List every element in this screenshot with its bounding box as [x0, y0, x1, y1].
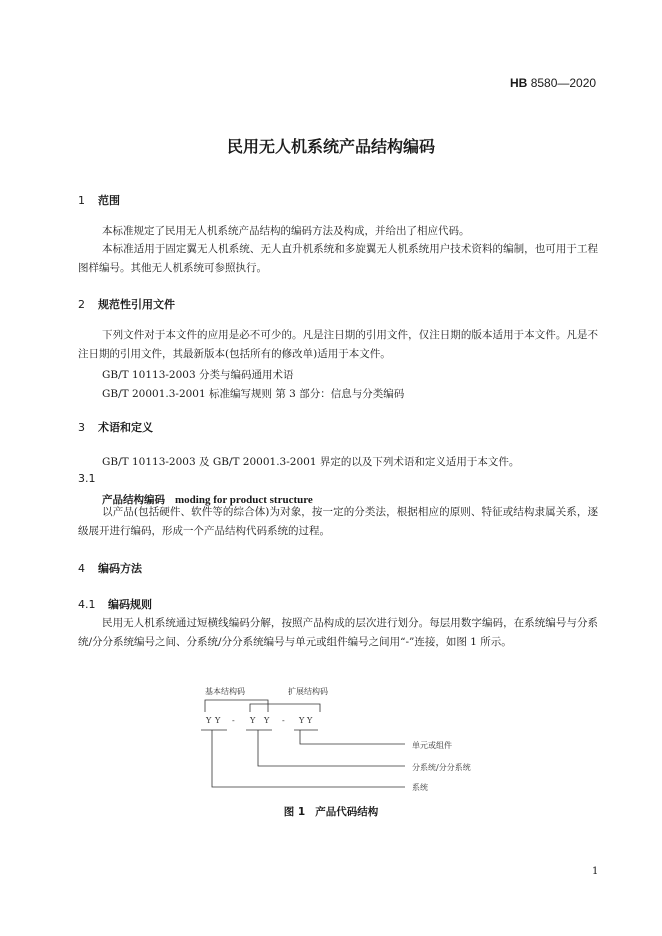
section-1-paragraph-2-text: 本标准适用于固定翼无人机系统、无人直升机系统和多旋翼无人机系统用户技术资料的编制，也可用于工程图样编号。其他无人机系统可参照执行。 [78, 243, 598, 274]
section-2-number: 2 [78, 298, 85, 311]
section-1-number: 1 [78, 194, 85, 207]
code-char-5: Y [299, 716, 305, 725]
unit-leader-line [300, 730, 405, 744]
reference-1: GB/T 10113-2003 分类与编码通用术语 [102, 369, 294, 381]
figure-caption-text: 产品代码结构 [315, 806, 379, 818]
code-char-6: Y [307, 716, 313, 725]
reference-2: GB/T 20001.3-2001 标准编写规则 第 3 部分：信息与分类编码 [102, 388, 405, 400]
term-definition-text: 以产品(包括硬件、软件等的综合体)为对象，按一定的分类法，根据相应的原则、特征或结构隶属关系，逐级展开进行编码，形成一个产品结构代码系统的过程。 [78, 506, 598, 537]
section-4-number: 4 [78, 562, 85, 575]
section-4-paragraph-1 [78, 614, 598, 651]
page-number: 1 [592, 866, 599, 877]
term-english: moding for product structure [175, 494, 313, 506]
section-2-paragraph-1 [78, 326, 598, 363]
section-1-paragraph-2 [78, 240, 598, 277]
section-1-heading [78, 192, 120, 208]
label-basic-structure-code: 基本结构码 [205, 687, 245, 696]
label-subsystem: 分系统/分分系统 [412, 763, 471, 772]
basic-code-bracket [205, 700, 268, 712]
section-3-paragraph-1: GB/T 10113-2003 及 GB/T 20001.3-2001 界定的以及下列术语和定义适用于本文件。 [102, 456, 520, 468]
subsection-4-1-heading [78, 596, 152, 612]
figure-caption [0, 804, 662, 819]
code-char-4: Y [264, 716, 270, 725]
label-unit-or-component: 单元或组件 [412, 741, 452, 750]
product-code-structure-diagram [0, 680, 662, 800]
section-4-paragraph-1-text: 民用无人机系统通过短横线编码分解，按照产品构成的层次进行划分。每层用数字编码，在系统编号与分系统/分分系统编号之间、分系统/分分系统编号与单元或组件编号之间用“-”连接，如图 1 所示。 [78, 617, 598, 648]
standard-number [510, 76, 596, 90]
section-2-title: 规范性引用文件 [98, 298, 175, 311]
section-1-title: 范围 [98, 194, 120, 207]
page-title: 民用无人机系统产品结构编码 [226, 137, 435, 156]
section-4-heading [78, 560, 142, 576]
section-4-title: 编码方法 [98, 562, 142, 575]
code-char-1: Y [206, 716, 212, 725]
standard-code: 8580—2020 [530, 76, 597, 90]
extended-code-bracket [250, 704, 320, 712]
section-3-title: 术语和定义 [98, 421, 153, 434]
code-char-3: Y [250, 716, 256, 725]
code-separator-1: - [232, 716, 235, 725]
label-system: 系统 [412, 783, 428, 792]
label-extended-structure-code: 扩展结构码 [288, 687, 328, 696]
subsystem-leader-line [258, 730, 405, 766]
figure-caption-number: 图 1 [283, 806, 306, 818]
code-separator-2: - [282, 716, 285, 725]
subsection-3-1-number-text: 3.1 [78, 472, 96, 485]
section-2-heading [78, 296, 175, 312]
section-1-paragraph-1 [78, 222, 598, 241]
term-chinese: 产品结构编码 [102, 494, 165, 506]
section-3-heading [78, 419, 153, 435]
subsection-4-1-title: 编码规则 [108, 598, 152, 611]
section-3-number: 3 [78, 421, 85, 434]
code-char-2: Y [215, 716, 221, 725]
subsection-4-1-number: 4.1 [78, 598, 96, 611]
standard-prefix: HB [510, 76, 528, 90]
subsection-3-1-number [78, 472, 96, 485]
term-definition [78, 503, 598, 540]
section-1-paragraph-1-text: 本标准规定了民用无人机系统产品结构的编码方法及构成，并给出了相应代码。 [102, 225, 470, 237]
system-leader-line [212, 730, 405, 787]
section-2-paragraph-1-text: 下列文件对于本文件的应用是必不可少的。凡是注日期的引用文件，仅注日期的版本适用于本文件。凡是不注日期的引用文件，其最新版本(包括所有的修改单)适用于本文件。 [78, 329, 598, 360]
